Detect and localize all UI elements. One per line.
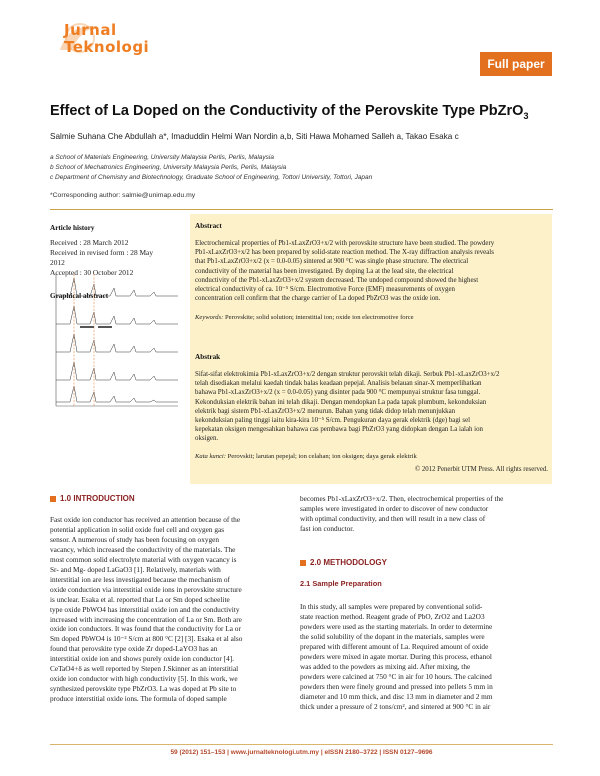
abstrak-line: telah disediakan melalui kaedah tindak balas keadaan pepejal. Analisis belauan sinar-X memperlihatkan: [195, 380, 482, 388]
body-line: oxide ion conductors. It was found that the conductivity for La or: [50, 624, 241, 634]
abstrak-line: kepekatan oksigen mengesahkan bahawa cas pembawa bagi PbZrO3 yang didopkan dengan La ialah ion: [195, 426, 483, 434]
body-line: the solid solubility of the dopant in the materials, samples were: [300, 631, 485, 641]
abstract-heading: Abstract: [195, 222, 222, 230]
methodology-section: [300, 558, 555, 711]
full-paper-badge: Full paper: [480, 52, 552, 76]
body-line: with optimal conductivity, and then will result in a new class of: [300, 513, 486, 523]
abstrak-section: [195, 353, 545, 460]
graphical-abstract-figure: [50, 266, 185, 416]
body-line: increased with increasing the concentration of La or Sm. Both are: [50, 614, 242, 624]
abstract-text: [195, 239, 545, 303]
methodology-text: [300, 602, 555, 711]
body-line: produce interstitial oxide ions. The formula of doped sample: [50, 694, 227, 704]
section-marker-icon: [50, 496, 56, 502]
affiliation-b: b School of Mechatronics Engineering, University Malaysia Perlis, Perlis, Malaysia: [50, 164, 287, 171]
abstract-section: [195, 222, 545, 321]
body-line: fast ion conductor.: [300, 523, 355, 533]
body-line: synthesized perovskite type PbZrO3. La was doped at Pb site to: [50, 684, 237, 694]
body-line: Fast oxide ion conductor has received an attention because of the: [50, 515, 241, 524]
header-divider: [50, 209, 553, 210]
abstrak-line: Sifat-sifat elektrokimia Pb1-xLaxZrO3+x/2 dengan struktur perovskit telah dikaji. Serbuk Pb1-xLaxZrO3+x/2: [195, 371, 500, 378]
body-line: most common solid electrolyte material with oxygen vacancy is: [50, 554, 237, 564]
abstrak-heading: Abstrak: [195, 353, 221, 361]
abstrak-line: Kekonduksian elektrik bahan ini telah dikaji. Dengan mendopkan La pada tapak plumbum, kekonduksian: [195, 398, 487, 406]
introduction-heading: [50, 494, 298, 503]
introduction-text: [50, 515, 298, 704]
abstract-line: conductivity of the Pb1-xLaxZrO3+x/2 system decreased. The undoped compound showed the highest: [195, 276, 479, 284]
abstrak-line: elektrik bagi sistem Pb1-xLaxZrO3+x/2 menurun. Bahan yang tidak didop telah menunjukkan: [195, 407, 456, 415]
abstrak-line: bahawa Pb1-xLaxZrO3+x/2 (x = 0.0-0.05) yang disinter pada 900 °C mempunyai struktur fasa tunggal.: [195, 389, 481, 397]
revised-date-line2: 2012: [50, 258, 65, 267]
corresponding-author: *Corresponding author: salmie@unimap.edu.my: [50, 192, 196, 199]
author-list: Salmie Suhana Che Abdullah a*, Imaduddin Helmi Wan Nordin a,b, Siti Hawa Mohamed Salleh a, Takao Esaka c: [50, 132, 459, 141]
body-line: sensor. A numerous of study has been focusing on oxygen: [50, 534, 220, 544]
abstrak-keywords: [195, 453, 545, 460]
body-line: powders then were finely ground and pressed into pellets 5 mm in: [300, 681, 493, 691]
body-line: type oxide PbWO4 has interstitial oxide ion and the conductivity: [50, 604, 240, 614]
body-line: powders were calcined at 750 °C in air for 10 hours. The calcined: [300, 671, 492, 681]
abstract-line: conductivity of the material has been investigated. By doping La at the lead site, the electrical: [195, 267, 454, 275]
logo-text-line1: Jurnal: [64, 21, 117, 39]
abstract-keywords: [195, 314, 545, 321]
sample-preparation-heading: 2.1 Sample Preparation: [300, 579, 382, 588]
affiliation-a: a School of Materials Engineering, University Malaysia Perlis, Perlis, Malaysia: [50, 154, 274, 161]
abstrak-text: [195, 370, 545, 444]
logo-text-line2: Teknologi: [64, 38, 150, 56]
keywords-value: Perovskite; solid solution; interstitial ion; oxide ion electromotive force: [224, 314, 414, 322]
introduction-section: [50, 494, 298, 704]
body-line: powders were mixed in agate mortar. During this process, ethanol: [300, 651, 492, 661]
abstract-line: electrical conductivity of ca. 10⁻⁵ S/cm. Electromotive Force (EMF) measurements of oxygen: [195, 286, 455, 294]
body-line: samples were investigated in order to discover of new conductor: [300, 503, 489, 513]
abstract-line: Pb1-xLaxZrO3+x/2 has been prepared by solid-state reaction method. The X-ray diffraction analysis reveals: [195, 249, 494, 257]
affiliation-c: c Department of Chemistry and Biotechnology, Graduate School of Engineering, Tottori University, Tottori, Japan: [50, 174, 373, 181]
abstrak-line: kekonduksian paling tinggi iaitu kira-kira 10⁻⁵ S/cm. Pengukuran daya gerak elektrik (dge) bagi sel: [195, 417, 471, 425]
keywords-label: Keywords:: [195, 314, 224, 322]
abstrak-line: oksigen.: [195, 435, 219, 443]
body-line: interstitial ion are less investigated because the mechanism of: [50, 574, 230, 584]
kata-kunci-value: Perovskit; larutan pepejal; ion celahan; ion oksigen; daya gerak elektrik: [227, 452, 417, 460]
abstract-line: Electrochemical properties of Pb1-xLaxZrO3+x/2 with perovskite structure have been studied. The powdery: [195, 240, 495, 247]
introduction-heading-text: 1.0 INTRODUCTION: [60, 494, 135, 503]
abstract-line: that Pb1-xLaxZrO3+x/2 (x = 0.0-0.05) sintered at 900 °C was single phase structure. The electrical: [195, 258, 469, 266]
methodology-heading: [300, 558, 555, 567]
page-footer: 59 (2012) 151–153 | www.jurnalteknologi.utm.my | eISSN 2180–3722 | ISSN 0127–9696: [170, 749, 433, 756]
paper-title: Effect of La Doped on the Conductivity of the Perovskite Type PbZrO$_3$: [50, 103, 529, 121]
body-line: prepared with different amount of La. Required amount of oxide: [300, 641, 489, 651]
body-line: vacancy, which increased the conductivity of the materials. The: [50, 544, 236, 554]
accepted-date: Accepted : 30 October 2012: [50, 268, 134, 277]
body-line: Sm doped PbWO4 is 10⁻² S/cm at 800 °C [2] [3]. Esaka et al also: [50, 634, 243, 644]
body-line: oxide ion conductor with high conductivity [5]. In this work, we: [50, 674, 238, 684]
abstract-line: concentration cell confirm that the charge carrier of La doped PbZrO3 was the oxide ion.: [195, 295, 441, 303]
body-line: found that perovskite type oxide Zr doped-LaYO3 has an: [50, 644, 218, 654]
body-line: In this study, all samples were prepared by conventional solid-: [300, 602, 483, 611]
body-line: becomes Pb1-xLaxZrO3+x/2. Then, electrochemical properties of the: [300, 494, 504, 503]
received-date: Received : 28 March 2012: [50, 238, 129, 247]
methodology-heading-text: 2.0 METHODOLOGY: [310, 558, 387, 567]
body-line: oxide conduction via interstitial oxide ions in perovskite structure: [50, 584, 242, 594]
body-line: Sr- and Mg- doped LaGaO3 [1]. Relatively, materials with: [50, 564, 221, 574]
body-line: state reaction method. Reagent grade of PbO, ZrO2 and La2O3: [300, 611, 485, 621]
body-line: CeTaO4+δ as well reported by Stepen J.Skinner as an interstitial: [50, 664, 239, 674]
body-line: thick under a pressure of 2 tons/cm², and sintered at 900 °C in air: [300, 701, 491, 711]
body-line: diameter and 10 mm thick, and disc 13 mm in diameter and 2 mm: [300, 691, 493, 701]
footer-divider: [50, 744, 553, 745]
body-line: powders were used as the starting materials. In order to determine: [300, 621, 493, 631]
article-history-label: Article history: [50, 224, 95, 232]
copyright-notice: © 2012 Penerbit UTM Press. All rights reserved.: [415, 466, 548, 473]
body-line: potential application in solid oxide fuel cell and oxygen gas: [50, 524, 225, 534]
graphical-abstract-label: Graphical abstract: [50, 292, 109, 300]
body-line: interstitial oxide ion and shows purely oxide ion conductor [4].: [50, 654, 235, 664]
introduction-continued: [300, 494, 555, 534]
kata-kunci-label: Kata kunci:: [195, 452, 226, 460]
body-line: is unclear. Esaka et al. reported that La or Sm doped scheelite: [50, 594, 230, 604]
revised-date-line1: Received in revised form : 28 May: [50, 248, 154, 257]
body-line: was added to the powders as mixing aid. After mixing, the: [300, 661, 471, 671]
section-marker-icon: [300, 560, 306, 566]
